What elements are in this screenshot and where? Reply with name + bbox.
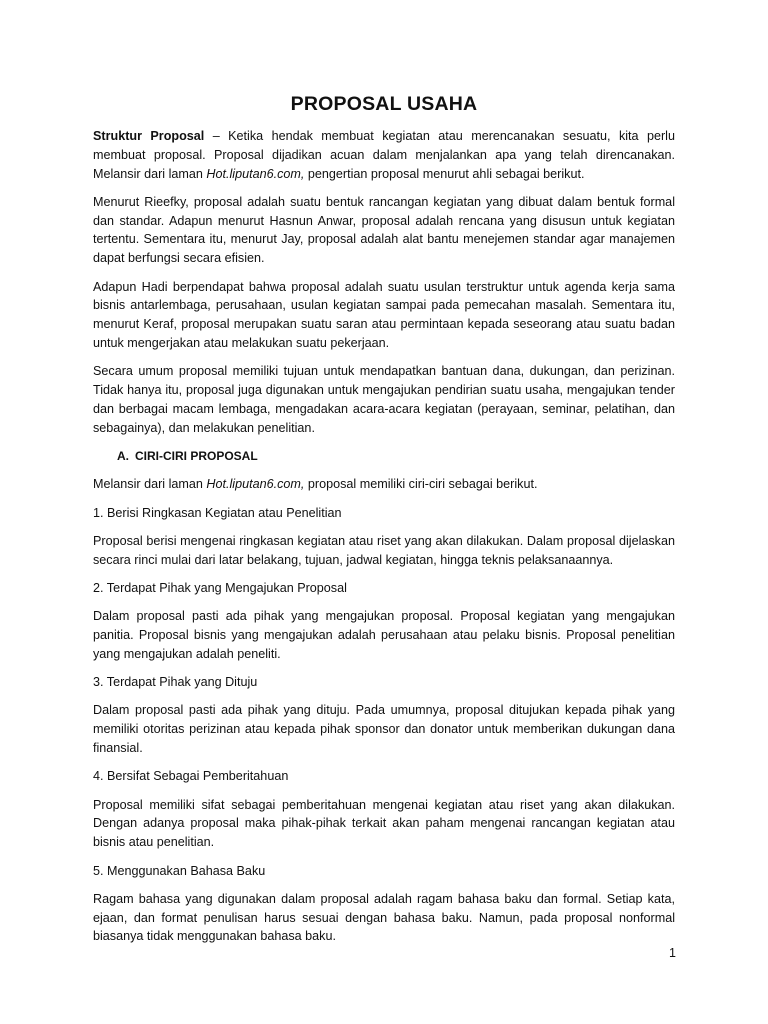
item-4-heading: 4. Bersifat Sebagai Pemberitahuan	[93, 769, 289, 784]
intro-text-2: pengertian proposal menurut ahli sebagai berikut.	[304, 166, 585, 181]
intro-text-1: – Ketika hendak membuat kegiatan atau merencanakan sesuatu, kita perlu membuat proposal. Proposal dijadikan acuan dalam menjalankan apa yang telah direncanakan. Melansir dari laman	[93, 129, 675, 181]
item-3-heading: 3. Terdapat Pihak yang Dituju	[93, 675, 258, 690]
paragraph-definitions-2: Adapun Hadi berpendapat bahwa proposal adalah suatu usulan terstruktur untuk agenda kerja sama bisnis antarlembaga, perusahaan, usulan kegiatan sampai pada pemecahan masalah. Sementara itu, menurut Keraf, proposal merupakan suatu saran atau permintaan kepada seseorang atau suatu badan untuk mengerjakan atau melakukan suatu pekerjaan.	[93, 279, 675, 350]
item-3-body: Dalam proposal pasti ada pihak yang dituju. Pada umumnya, proposal ditujukan kepada pihak yang memiliki otoritas perizinan atau kepada pihak sponsor dan donator untuk memberikan dukungan dana finansial.	[93, 703, 675, 756]
item-2-heading: 2. Terdapat Pihak yang Mengajukan Proposal	[93, 580, 347, 595]
section-a-intro-text-1: Melansir dari laman	[93, 477, 207, 492]
intro-paragraph	[93, 127, 675, 183]
section-a-marker: A.	[117, 448, 129, 463]
intro-lead-bold: Struktur Proposal	[93, 129, 205, 143]
document-title: PROPOSAL USAHA	[290, 93, 478, 115]
paragraph-definitions-1: Menurut Rieefky, proposal adalah suatu bentuk rancangan kegiatan yang dibuat dalam bentuk formal dan standar. Adapun menurut Hasnun Anwar, proposal adalah rencana yang disusun untuk kegiatan tertentu. Sementara itu, menurut Jay, proposal adalah alat bantu menejemen standar agar manajemen dapat berfungsi secara efisien.	[93, 194, 675, 266]
section-a-intro-text-2: proposal memiliki ciri-ciri sebagai berikut.	[304, 477, 538, 492]
section-a-intro	[93, 475, 675, 494]
item-5-body: Ragam bahasa yang digunakan dalam proposal adalah ragam bahasa baku dan formal. Setiap kata, ejaan, dan format penulisan harus sesuai dengan bahasa baku. Namun, pada proposal nonformal biasanya tidak menggunakan bahasa baku.	[93, 891, 675, 944]
item-4-body: Proposal memiliki sifat sebagai pemberitahuan mengenai kegiatan atau riset yang akan dilakukan. Dengan adanya proposal maka pihak-pihak terkait akan paham mengenai rancangan kegiatan atau bisnis atau penelitian.	[93, 797, 675, 850]
intro-source: Hot.liputan6.com,	[206, 166, 305, 181]
section-a-title: CIRI-CIRI PROPOSAL	[135, 448, 258, 463]
paragraph-purpose: Secara umum proposal memiliki tujuan untuk mendapatkan bantuan dana, dukungan, dan perizinan. Tidak hanya itu, proposal juga digunakan untuk mengajukan pendirian suatu usaha, mengajukan tender dan berbagai macam lembaga, mengadakan acara-acara kegiatan (perayaan, seminar, pelatihan, dan sebagainya), dan melakukan penelitian.	[93, 364, 675, 435]
section-a-intro-source: Hot.liputan6.com,	[206, 477, 305, 492]
item-5-heading: 5. Menggunakan Bahasa Baku	[93, 863, 266, 878]
page-number: 1	[669, 946, 676, 960]
document-body	[93, 92, 675, 956]
item-1-heading: 1. Berisi Ringkasan Kegiatan atau Penelitian	[93, 505, 342, 520]
item-2-body: Dalam proposal pasti ada pihak yang mengajukan proposal. Proposal kegiatan yang mengajukan panitia. Proposal bisnis yang mengajukan adalah perusahaan atau pelaku bisnis. Proposal penelitian yang mengajukan adalah peneliti.	[93, 609, 675, 661]
section-a-heading	[93, 447, 675, 466]
item-1-body: Proposal berisi mengenai ringkasan kegiatan atau riset yang akan dilakukan. Dalam proposal dijelaskan secara rinci mulai dari latar belakang, tujuan, jadwal kegiatan, hingga teknis pelaksanaannya.	[93, 533, 675, 567]
